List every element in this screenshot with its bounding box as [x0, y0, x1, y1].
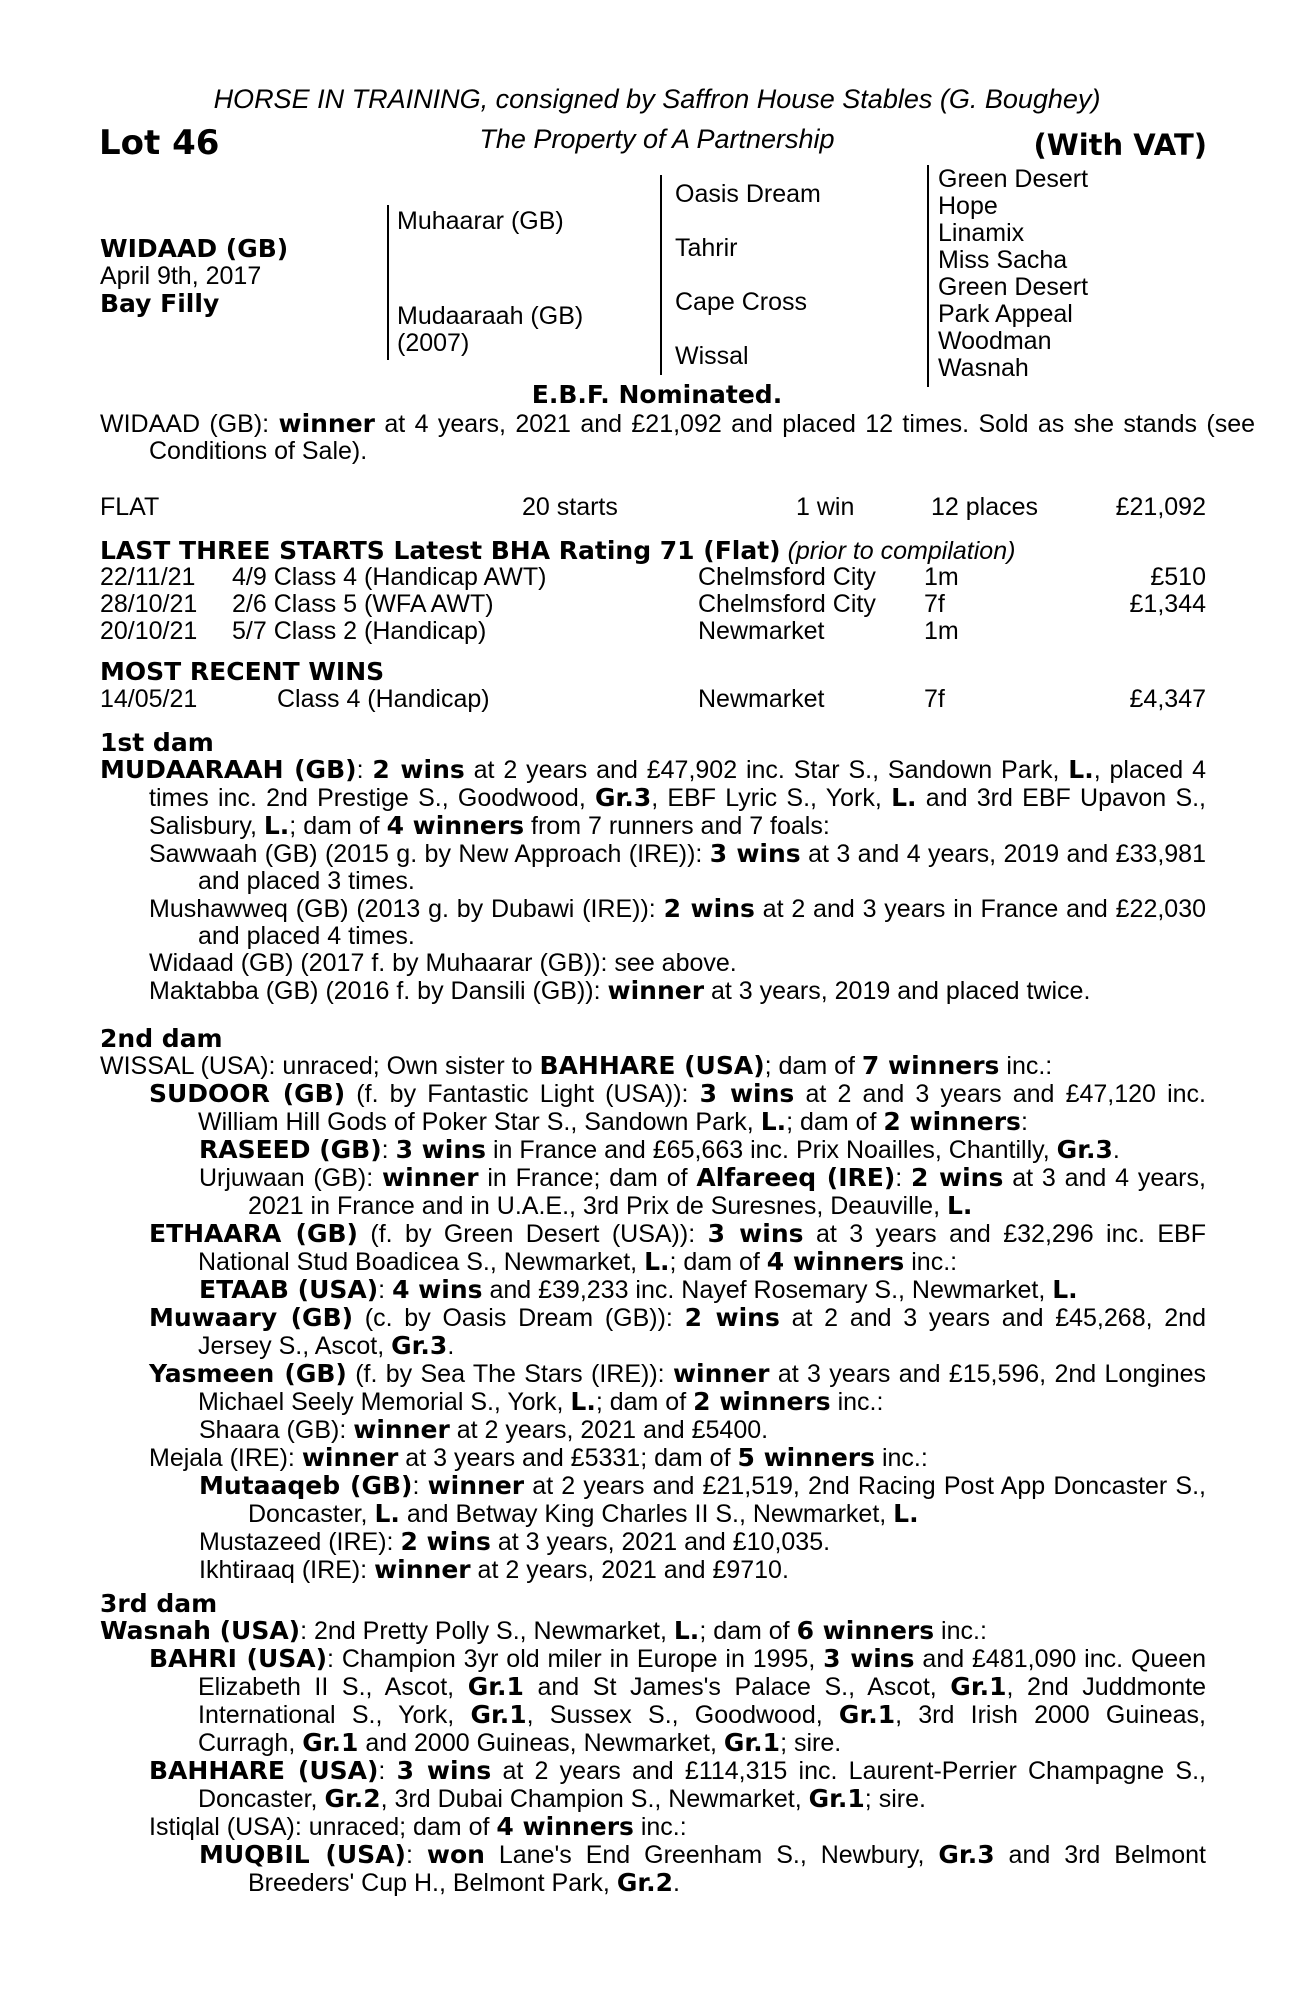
text: Mejala (IRE):: [149, 1444, 302, 1472]
bold-text: L.: [644, 1247, 670, 1276]
text: .: [1112, 1136, 1120, 1164]
pedigree-bracket-2: [660, 175, 662, 375]
text: and St James's Palace S., Ascot,: [523, 1673, 951, 1701]
text: , 3rd Dubai Champion S., Newmarket,: [380, 1785, 809, 1813]
consignment-line: HORSE IN TRAINING, consigned by Saffron House Stables (G. Boughey): [213, 84, 1101, 114]
record-type: FLAT: [100, 493, 160, 521]
bold-text: Gr.3: [595, 783, 652, 812]
pedigree-entry: [149, 1304, 1206, 1360]
pedigree-entry: [199, 1528, 1206, 1556]
bold-text: Wasnah (USA): [100, 1616, 301, 1645]
bold-text: 4 winners: [496, 1812, 634, 1841]
text: and 3rd EBF Upavon S., Salisbury,: [149, 784, 1207, 840]
bold-text: L.: [891, 783, 917, 812]
bold-text: 2 winners: [693, 1387, 831, 1416]
bold-text: 3 wins: [709, 839, 801, 868]
text: , Sussex S., Goodwood,: [526, 1701, 839, 1729]
text: , 2nd Juddmonte International S., York,: [198, 1673, 1206, 1729]
text: : 2nd Pretty Polly S., Newmarket,: [300, 1617, 674, 1645]
bold-text: SUDOOR (GB): [149, 1079, 346, 1108]
text: at 3 years and £32,296 inc. EBF National Stud Boadicea S., Newmarket,: [198, 1220, 1206, 1276]
great-grandparent: Green Desert: [938, 165, 1089, 193]
produce-entry: [149, 950, 1206, 977]
pedigree-entry: [149, 1645, 1206, 1757]
text: :: [405, 1841, 427, 1869]
win-distance: 7f: [924, 685, 945, 713]
sire-name: Muhaarar (GB): [397, 207, 564, 235]
text: ; dam of: [764, 1052, 862, 1080]
bold-text: winner: [607, 976, 705, 1005]
summary-name: WIDAAD (GB):: [100, 410, 279, 438]
pedigree-entry: [199, 1136, 1206, 1164]
bold-text: Gr.1: [723, 1728, 781, 1757]
first-dam-produce: [149, 840, 1206, 1005]
text: :: [378, 1276, 393, 1304]
pedigree-entry: [199, 1416, 1206, 1444]
text: (f. by Sea The Stars (IRE)):: [346, 1360, 673, 1388]
text: Mustazeed (IRE):: [199, 1528, 401, 1556]
text: at 3 years, 2019 and placed twice.: [704, 977, 1091, 1005]
text: Maktabba (GB) (2016 f. by Dansili (GB)):: [149, 977, 608, 1005]
text: WISSAL (USA): unraced; Own sister to: [100, 1052, 540, 1080]
win-course: Newmarket: [698, 685, 825, 713]
start-prize: £1,344: [1129, 590, 1206, 618]
bold-text: 4 winners: [766, 1247, 905, 1276]
last-three-note: (prior to compilation): [787, 537, 1016, 565]
text: inc.:: [999, 1052, 1053, 1080]
second-dam-heading: 2nd dam: [100, 1024, 223, 1053]
bold-text: Yasmeen (GB): [149, 1359, 347, 1388]
start-course: Newmarket: [698, 617, 825, 645]
bold-text: Gr.1: [467, 1672, 524, 1701]
first-dam-section: [100, 756, 1206, 1005]
text: inc.:: [875, 1444, 928, 1472]
bold-text: Gr.3: [391, 1331, 448, 1360]
text: ; sire.: [864, 1785, 926, 1813]
bold-text: Gr.1: [470, 1700, 527, 1729]
property-line: The Property of A Partnership: [479, 124, 835, 154]
text: Istiqlal (USA): unraced; dam of: [149, 1813, 497, 1841]
bold-text: winner: [301, 1443, 399, 1472]
bold-text: L.: [374, 1499, 400, 1528]
text: at 2 and 3 years and £45,268, 2nd Jersey S., Ascot,: [198, 1304, 1206, 1360]
text: in France and £65,663 inc. Prix Noailles, Chantilly,: [486, 1136, 1057, 1164]
text: at 2 years and £47,902 inc. Star S., Sandown Park,: [464, 756, 1069, 784]
bold-text: 3 wins: [823, 1644, 915, 1673]
horse-name: WIDAAD (GB): [100, 234, 289, 263]
bold-text: 4 winners: [386, 811, 525, 840]
text: at 2 years, 2021 and £5400.: [449, 1416, 769, 1444]
text: at 3 years and £5331; dam of: [398, 1444, 738, 1472]
bold-text: Gr.2: [616, 1868, 673, 1897]
third-dam-heading: 3rd dam: [100, 1589, 218, 1618]
start-race: 5/7 Class 2 (Handicap): [232, 617, 487, 645]
bold-text: L.: [263, 811, 290, 840]
text: , placed 4 times inc. 2nd Prestige S., Goodwood,: [149, 756, 1206, 812]
text: , 3rd Irish 2000 Guineas, Curragh,: [198, 1701, 1206, 1757]
text: .: [673, 1869, 680, 1897]
text: at 3 and 4 years, 2021 in France and in U.A.E., 3rd Prix de Suresnes, Deauville,: [248, 1164, 1206, 1220]
produce-entry: [149, 840, 1206, 895]
text: and 3rd Belmont Breeders' Cup H., Belmont Park,: [248, 1841, 1206, 1897]
text: ; dam of: [289, 812, 387, 840]
text: :: [895, 1164, 912, 1192]
bold-text: 2 wins: [372, 755, 465, 784]
start-course: Chelmsford City: [698, 590, 876, 618]
bold-text: Gr.3: [1056, 1135, 1113, 1164]
bold-text: BAHHARE (USA): [149, 1756, 379, 1785]
summary-winner: winner: [278, 409, 376, 438]
text: at 3 years, 2021 and £10,035.: [490, 1528, 831, 1556]
text: Urjuwaan (GB):: [199, 1164, 382, 1192]
win-prize: £4,347: [1129, 685, 1206, 713]
ebf-nomination: E.B.F. Nominated.: [531, 380, 783, 409]
bold-text: Gr.1: [302, 1728, 359, 1757]
last-three-heading: [100, 537, 1015, 565]
text: (c. by Oasis Dream (GB)):: [353, 1304, 685, 1332]
text: inc.:: [934, 1617, 987, 1645]
bold-text: 2 wins: [663, 894, 755, 923]
text: inc.:: [830, 1388, 884, 1416]
recent-wins-heading: MOST RECENT WINS: [100, 657, 385, 686]
bold-text: L.: [1068, 755, 1094, 784]
text: and £481,090 inc. Queen Elizabeth II S., Ascot,: [198, 1645, 1206, 1701]
pedigree-entry: [149, 1080, 1206, 1136]
text: ; dam of: [699, 1617, 797, 1645]
great-grandparent: Green Desert: [938, 273, 1089, 301]
text: at 2 and 3 years in France and £22,030 and placed 4 times.: [198, 895, 1207, 950]
bold-text: L.: [673, 1616, 700, 1645]
text: .: [447, 1332, 455, 1360]
great-grandparent: Park Appeal: [938, 300, 1073, 328]
text: at 2 years, 2021 and £9710.: [470, 1556, 789, 1584]
granddam-maternal: Wissal: [675, 342, 749, 370]
bold-text: Gr.1: [950, 1672, 1007, 1701]
text: :: [412, 1472, 428, 1500]
pedigree-entry: [199, 1472, 1206, 1528]
summary-text: at 4 years, 2021 and £21,092 and placed 12 times. Sold as she stands (see Conditions of Sale).: [149, 410, 1256, 465]
lot-number: Lot 46: [99, 123, 220, 163]
pedigree-bracket-3: [927, 165, 929, 387]
bold-text: 3 wins: [707, 1219, 804, 1248]
text: and £39,233 inc. Nayef Rosemary S., Newmarket,: [482, 1276, 1053, 1304]
bold-text: 3 wins: [396, 1756, 492, 1785]
text: Shaara (GB):: [199, 1416, 354, 1444]
text: , EBF Lyric S., York,: [651, 784, 892, 812]
text: Mushawweq (GB) (2013 g. by Dubawi (IRE)):: [149, 895, 664, 923]
pedigree-entry: [199, 1164, 1206, 1220]
pedigree-entry: [100, 1617, 1206, 1645]
dam-year: (2007): [397, 329, 470, 357]
record-places: 12 places: [931, 493, 1039, 521]
pedigree-entry: [149, 1360, 1206, 1416]
bold-text: BAHRI (USA): [149, 1644, 328, 1673]
produce-entry: [149, 977, 1206, 1005]
bold-text: MUDAARAAH (GB): [100, 755, 357, 784]
text: :: [378, 1757, 397, 1785]
text: in France; dam of: [478, 1164, 697, 1192]
start-race: 2/6 Class 5 (WFA AWT): [232, 590, 494, 618]
text: (f. by Green Desert (USA)):: [357, 1220, 708, 1248]
start-date: 20/10/21: [100, 617, 198, 645]
pedigree-entry: [199, 1556, 1206, 1584]
granddam-paternal: Tahrir: [675, 234, 738, 262]
bold-text: L.: [893, 1499, 919, 1528]
text: ; dam of: [669, 1248, 767, 1276]
bold-text: Muwaary (GB): [149, 1303, 354, 1332]
win-race: Class 4 (Handicap): [277, 685, 490, 713]
bold-text: 4 wins: [392, 1275, 483, 1304]
bold-text: 2 wins: [911, 1163, 1004, 1192]
text: : Champion 3yr old miler in Europe in 1995,: [327, 1645, 824, 1673]
bold-text: Gr.3: [938, 1840, 995, 1869]
text: Lane's End Greenham S., Newbury,: [484, 1841, 939, 1869]
bold-text: ETHAARA (GB): [149, 1219, 358, 1248]
great-grandparent: Woodman: [938, 327, 1052, 355]
bold-text: Alfareeq (IRE): [696, 1163, 896, 1192]
great-grandparent: Miss Sacha: [938, 246, 1068, 274]
pedigree-entry: [199, 1276, 1206, 1304]
text: ; sire.: [780, 1729, 842, 1757]
pedigree-entry: [100, 1052, 1206, 1080]
start-date: 22/11/21: [100, 563, 196, 591]
start-distance: 1m: [924, 617, 959, 645]
bold-text: winner: [374, 1555, 471, 1584]
text: inc.:: [904, 1248, 958, 1276]
bold-text: L.: [570, 1387, 596, 1416]
bold-text: L.: [760, 1107, 787, 1136]
bold-text: MUQBIL (USA): [199, 1840, 406, 1869]
grandsire-paternal: Oasis Dream: [675, 180, 821, 208]
text: from 7 runners and 7 foals:: [524, 812, 830, 840]
text: ; dam of: [595, 1388, 694, 1416]
text: at 3 and 4 years, 2019 and £33,981 and placed 3 times.: [198, 840, 1206, 895]
text: at 3 years and £15,596, 2nd Longines Michael Seely Memorial S., York,: [198, 1360, 1207, 1416]
record-earnings: £21,092: [1115, 493, 1206, 521]
dam-name: Mudaaraah (GB): [397, 302, 584, 330]
text: at 2 and 3 years and £47,120 inc. William Hill Gods of Poker Star S., Sandown Park,: [198, 1080, 1206, 1136]
great-grandparent: Wasnah: [938, 354, 1029, 382]
pedigree-entry: [199, 1841, 1206, 1897]
text: at 2 years and £114,315 inc. Laurent-Perrier Champagne S., Doncaster,: [198, 1757, 1206, 1813]
bold-text: Gr.1: [808, 1784, 865, 1813]
vat-label: (With VAT): [1033, 128, 1207, 162]
pedigree-entry: [149, 1444, 1206, 1472]
bold-text: L.: [946, 1191, 973, 1220]
bold-text: BAHHARE (USA): [539, 1051, 765, 1080]
bold-text: 2 wins: [400, 1527, 491, 1556]
bold-text: 6 winners: [796, 1616, 935, 1645]
grandsire-maternal: Cape Cross: [675, 288, 807, 316]
colour-sex: Bay Filly: [100, 289, 220, 318]
bold-text: 2 winners: [883, 1107, 1021, 1136]
bold-text: 7 winners: [861, 1051, 1000, 1080]
first-dam-main: [100, 756, 1206, 840]
start-prize: £510: [1150, 563, 1206, 591]
text: (f. by Fantastic Light (USA)):: [345, 1080, 700, 1108]
bold-text: Gr.1: [838, 1700, 896, 1729]
bold-text: winner: [381, 1163, 479, 1192]
text: and 2000 Guineas, Newmarket,: [358, 1729, 724, 1757]
record-starts: 20 starts: [522, 493, 618, 521]
bold-text: winner: [353, 1415, 450, 1444]
text: Widaad (GB) (2017 f. by Muhaarar (GB)): see above.: [149, 949, 737, 977]
race-summary: [100, 410, 1255, 465]
bold-text: won: [426, 1840, 485, 1869]
great-grandparent: Linamix: [938, 219, 1025, 247]
start-distance: 1m: [924, 563, 959, 591]
bold-text: 2 wins: [684, 1303, 780, 1332]
win-date: 14/05/21: [100, 685, 198, 713]
foaling-date: April 9th, 2017: [100, 262, 262, 290]
text: Ikhtiraaq (IRE):: [199, 1556, 375, 1584]
start-course: Chelmsford City: [698, 563, 876, 591]
start-date: 28/10/21: [100, 590, 198, 618]
second-dam-section: [100, 1052, 1206, 1584]
great-grandparent: Hope: [938, 192, 998, 220]
bold-text: RASEED (GB): [199, 1135, 382, 1164]
bold-text: Gr.2: [324, 1784, 381, 1813]
produce-entry: [149, 895, 1206, 950]
text: :: [381, 1136, 396, 1164]
bold-text: winner: [672, 1359, 770, 1388]
last-three-title: LAST THREE STARTS Latest BHA Rating 71 (Flat): [100, 536, 781, 565]
text: inc.:: [633, 1813, 687, 1841]
bold-text: L.: [1052, 1275, 1078, 1304]
text: at 2 years and £21,519, 2nd Racing Post App Doncaster S., Doncaster,: [248, 1472, 1206, 1528]
pedigree-entry: [149, 1220, 1206, 1276]
text: and Betway King Charles II S., Newmarket,: [399, 1500, 894, 1528]
start-distance: 7f: [924, 590, 945, 618]
bold-text: 5 winners: [737, 1443, 876, 1472]
start-race: 4/9 Class 4 (Handicap AWT): [232, 563, 547, 591]
pedigree-entry: [149, 1813, 1206, 1841]
bold-text: Mutaaqeb (GB): [199, 1471, 413, 1500]
record-wins: 1 win: [796, 493, 855, 521]
text: ; dam of: [786, 1108, 884, 1136]
third-dam-section: [100, 1617, 1206, 1897]
pedigree-bracket-1: [387, 205, 389, 360]
bold-text: winner: [427, 1471, 525, 1500]
bold-text: 3 wins: [395, 1135, 487, 1164]
pedigree-entry: [149, 1757, 1206, 1813]
text: Sawwaah (GB) (2015 g. by New Approach (IRE)):: [149, 840, 710, 868]
bold-text: ETAAB (USA): [199, 1275, 379, 1304]
first-dam-heading: 1st dam: [100, 728, 214, 757]
bold-text: 3 wins: [699, 1079, 795, 1108]
text: :: [356, 756, 373, 784]
text: :: [1020, 1108, 1028, 1136]
